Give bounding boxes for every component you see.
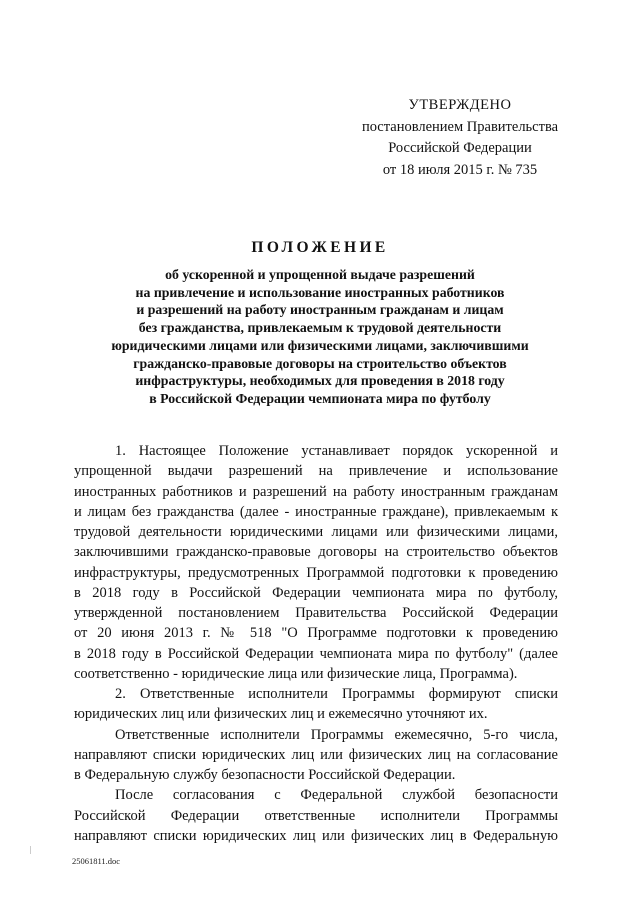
paragraph-1-line: от 20 июня 2013 г. № 518 "О Программе подготовки к проведению	[74, 625, 558, 642]
paragraph-1-line: инфраструктуры, предусмотренных Программой подготовки к проведению	[74, 564, 558, 581]
subtitle-line: гражданско-правовые договоры на строительство объектов	[133, 355, 507, 371]
subtitle-line: в Российской Федерации чемпионата мира по футболу	[149, 390, 491, 406]
paragraph-4-line: После согласования с Федеральной службой безопасности	[115, 787, 558, 804]
paragraph-4-line: направляют списки юридических лиц или физических лиц в Федеральную	[74, 827, 558, 844]
approval-block	[340, 95, 580, 181]
margin-mark	[30, 846, 31, 854]
paragraph-1-line: 1. Настоящее Положение устанавливает порядок ускоренной и	[115, 443, 558, 459]
paragraph-2-line: юридических лиц или физических лиц и ежемесячно уточняют их.	[74, 706, 488, 723]
subtitle-line: и разрешений на работу иностранным гражданам и лицам	[136, 302, 504, 318]
approval-heading: УТВЕРЖДЕНО	[408, 97, 512, 113]
subtitle-line: без гражданства, привлекаемым к трудовой деятельности	[138, 320, 502, 336]
paragraph-4-line: Российской Федерации ответственные исполнители Программы	[74, 807, 558, 824]
paragraph-1-line: заключившими гражданско-правовые договоры на строительство объектов	[74, 544, 558, 561]
subtitle-line: об ускоренной и упрощенной выдаче разрешений	[165, 267, 475, 282]
subtitle-line: на привлечение и использование иностранных работников	[135, 284, 505, 300]
approval-line-2: Российской Федерации	[388, 140, 532, 156]
paragraph-1-line: утвержденной постановлением Правительства Российской Федерации	[74, 605, 558, 621]
paragraph-1-line: трудовой деятельности юридическими лицами или физическими лицами,	[74, 524, 558, 540]
approval-line-3: от 18 июля 2015 г. № 735	[382, 161, 538, 178]
approval-line-1: постановлением Правительства	[361, 118, 559, 135]
paragraph-1-line: соответственно - юридические лица или физические лица, Программа).	[74, 665, 518, 682]
paragraph-1-line: иностранных работников и разрешений на работу иностранным гражданам	[74, 483, 558, 500]
subtitle-line: инфраструктуры, необходимых для проведения в 2018 году	[135, 373, 505, 389]
paragraph-1-line: упрощенной выдачи разрешений на привлечение и использование	[74, 463, 558, 480]
paragraph-2-line: 2. Ответственные исполнители Программы формируют списки	[115, 686, 558, 702]
document-body	[74, 441, 558, 846]
document-title: ПОЛОЖЕНИЕ	[251, 239, 389, 256]
paragraph-3-line: в Федеральную службу безопасности Российской Федерации.	[74, 767, 456, 783]
paragraph-3-line: направляют списки юридических лиц или физических лиц на согласование	[74, 746, 558, 763]
document-subtitle	[70, 266, 570, 408]
paragraph-1-line: и лицам без гражданства (далее - иностранные граждане), привлекаемым к	[74, 503, 558, 520]
paragraph-3-line: Ответственные исполнители Программы ежемесячно, 5-го числа,	[115, 726, 558, 743]
subtitle-line: юридическими лицами или физическими лицами, заключившими	[111, 337, 529, 353]
paragraph-1-line: в 2018 году в Российской Федерации чемпионата мира по футболу" (далее	[74, 645, 558, 662]
paragraph-1-line: в 2018 году в Российской Федерации чемпионата мира по футболу,	[74, 584, 558, 601]
footer-file-code: 25061811.doc	[72, 856, 121, 866]
